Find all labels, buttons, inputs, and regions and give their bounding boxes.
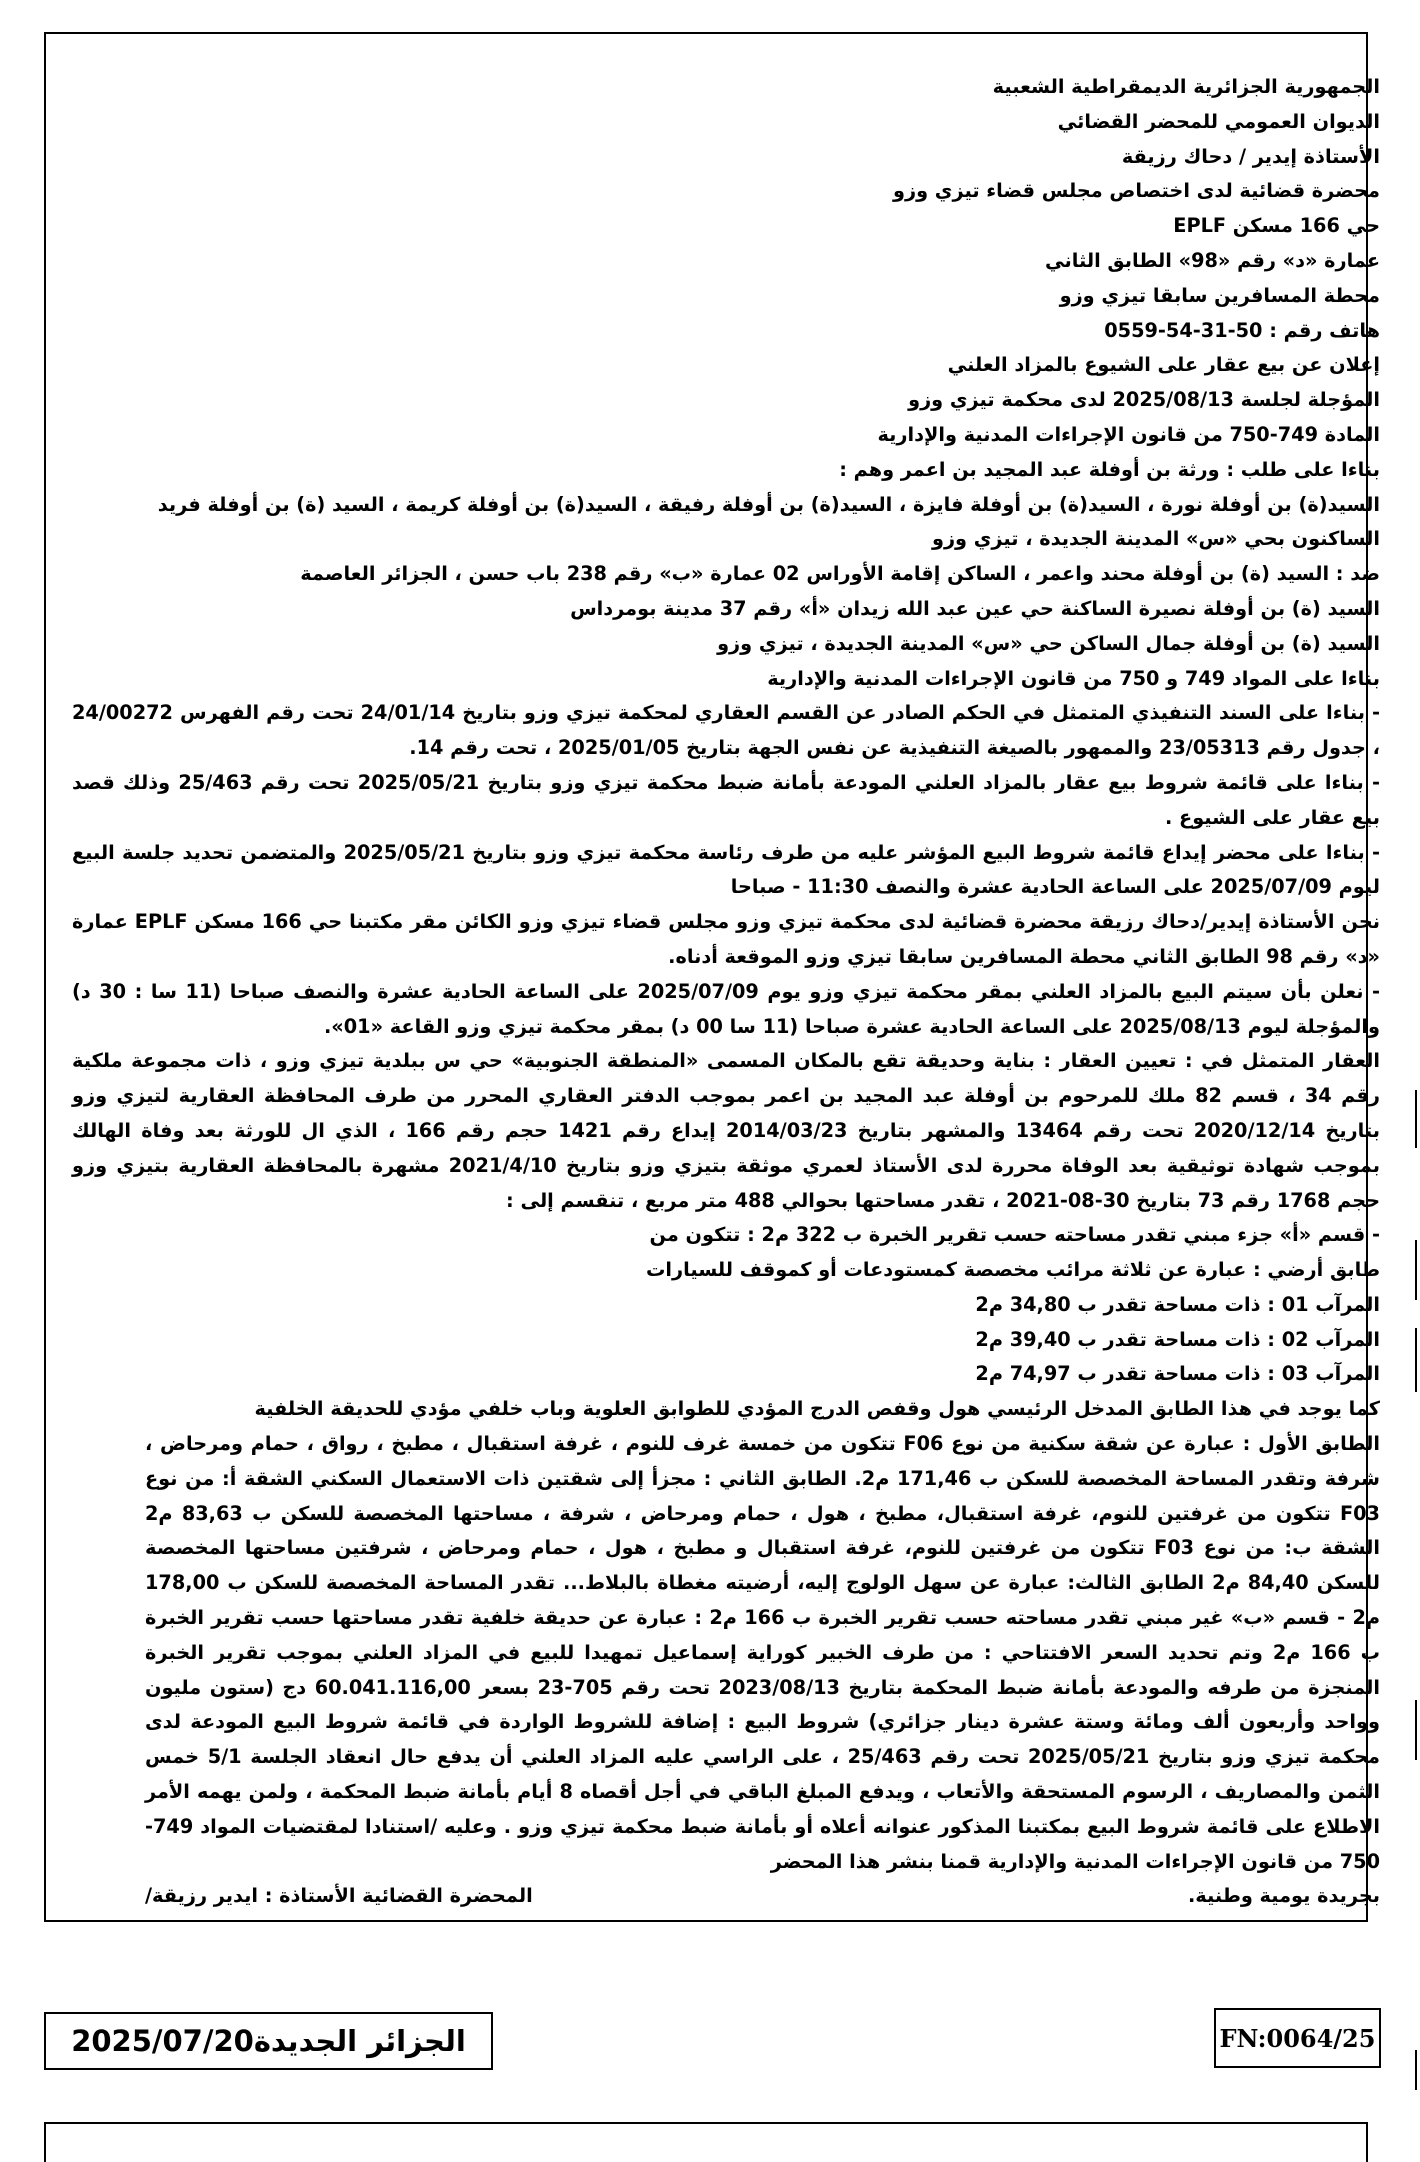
garage-3: المرآب 03 : ذات مساحة تقدر ب 74,97 م2 [975,1362,1380,1386]
file-number: FN:0064/25 [1219,2023,1376,2053]
bailiff-signature: المحضرة القضائية الأستاذة : ايدير رزيقة/ [145,1884,533,1908]
next-announcement-frame [44,2122,1368,2162]
parties-requesters-names: السيد(ة) بن أوفلة نورة ، السيد(ة) بن أوفلة فايزة ، السيد(ة) بن أوفلة رفيقة ، السيد(ة) بن أوفلة كريمة ، السيد (ة) بن أوفلة فريد [157,492,1380,516]
parties-defendant-3: السيد (ة) بن أوفلة جمال الساكن حي «س» المدينة الجديدة ، تيزي وزو [717,631,1380,655]
title-postponed-session: المؤجلة لجلسة 2025/08/13 لدى محكمة تيزي وزو [908,388,1380,412]
title-legal-article: المادة 749-750 من قانون الإجراءات المدنية والإدارية [877,422,1380,446]
closing-line [145,1879,1380,1914]
newspaper-date: الجزائر الجديدة2025/07/20 [71,2024,466,2058]
page-edge-mark [1415,2050,1417,2090]
paragraph-floors-and-price: الطابق الأول : عبارة عن شقة سكنية من نوع F06 تتكون من خمسة غرف للنوم ، غرفة استقبال ، مطبخ ، رواق ، حمام ومرحاض ، شرفة وتقدر المساحة المخصصة للسكن ب 171,46 م2. الطابق الثاني : مجزأ إلى شقتين ذات الاستعمال السكني الشقة أ: من نوع F03 تتكون من غرفتين للنوم، غرفة استقبال، مطبخ ، هول ، حمام ومرحاض ، شرفة ، مساحتها المخصصة للسكن ب 83,63 م2 الشقة ب: من نوع F03 تتكون من غرفتين للنوم، غرفة استقبال و مطبخ ، هول ، حمام ومرحاض ، شرفتين مساحتها المخصصة للسكن 84,40 م2 الطابق الثالث: عبارة عن سهل الولوج إليه، أرضيته مغطاة بالبلاط... تقدر المساحة المخصصة للسكن ب 178,00 م2 - قسم «ب» غير مبني تقدر مساحته حسب تقرير الخبرة ب 166 م2 : عبارة عن حديقة خلفية تقدر مساحتها حسب تقرير الخبرة ب 166 م2 وتم تحديد السعر الافتتاحي : من طرف الخبير كوراية إسماعيل تمهيدا للبيع في المزاد العلني بموجب تقرير الخبرة المنجزة من طرفه والمودعة بأمانة ضبط المحكمة بتاريخ 2023/08/13 تحت رقم 705-23 بسعر 60.041.116,00 دج (ستون مليون وواحد وأربعون ألف ومائة وستة عشرة دينار جزائري) شروط البيع : إضافة للشروط الواردة في قائمة شروط البيع المودعة لدى محكمة تيزي وزو بتاريخ 2025/05/21 تحت رقم 25/463 ، على الراسي عليه المزاد العلني أن يدفع حال انعقاد الجلسة 5/1 خمس الثمن والمصاريف ، الرسوم المستحقة والأتعاب ، ويدفع المبلغ الباقي في أجل أقصاه 8 أيام بأمانة ضبط المحكمة ، ولمن يهمه الأمر الاطلاع على قائمة شروط البيع بمكتبنا المذكور عنوانه أعلاه أو بأمانة ضبط محكمة تيزي وزو . وعليه /استنادا لمقتضيات المواد 749-750 من قانون الإجراءات المدنية والإدارية قمنا بنشر هذا المحضر [145,1432,1381,1873]
header-office: الديوان العمومي للمحضر القضائي [1057,109,1380,133]
parties-requesters: بناءا على طلب : ورثة بن أوفلة عبد المجيد بن اعمر وهم : [839,457,1380,481]
legal-basis: بناءا على المواد 749 و 750 من قانون الإجراءات المدنية والإدارية [767,666,1380,690]
paragraph-sale-conditions: - بناءا على قائمة شروط بيع عقار بالمزاد العلني المودعة بأمانة ضبط محكمة تيزي وزو بتاريخ 2025/05/21 تحت رقم 25/463 وذلك قصد بيع عقار على الشيوع . [72,770,1381,829]
file-number-box [1214,2008,1381,2068]
page-edge-mark [1415,1240,1417,1300]
newspaper-date-box [44,2012,493,2070]
announcement-body [72,70,1380,1914]
paragraph-ground-floor: طابق أرضي : عبارة عن ثلاثة مرائب مخصصة كمستودعات أو كموقف للسيارات [646,1258,1380,1282]
header-bailiff-name: الأستاذة إيدير / دحاك رزيقة [1121,144,1380,168]
page-edge-mark [1415,1328,1417,1392]
paragraph-ground-floor-extra: كما يوجد في هذا الطابق المدخل الرئيسي هول وقفص الدرج المؤدي للطوابق العلوية وباب خلفي مؤدي للحديقة الخلفية [254,1397,1380,1421]
paragraph-sale-date: - نعلن بأن سيتم البيع بالمزاد العلني بمقر محكمة تيزي وزو يوم 2025/07/09 على الساعة الحادية عشرة والنصف صباحا (11 سا : 30 د) والمؤجلة ليوم 2025/08/13 على الساعة الحادية عشرة صباحا (11 سا 00 د) بمقر محكمة تيزي وزو القاعة «01». [72,979,1380,1038]
paragraph-enforcement-title: - بناءا على السند التنفيذي المتمثل في الحكم الصادر عن القسم العقاري لمحكمة تيزي وزو بتاريخ 24/01/14 تحت رقم الفهرس 24/00272 ، جدول رقم 23/05313 والممهور بالصيغة التنفيذية عن نفس الجهة بتاريخ 2025/01/05 ، تحت رقم 14. [72,701,1380,760]
header-republic: الجمهورية الجزائرية الديمقراطية الشعبية [992,75,1380,98]
parties-defendant-1: ضد : السيد (ة) بن أوفلة محند واعمر ، الساكن إقامة الأوراس 02 عمارة «ب» رقم 238 باب حسن ، الجزائر العاصمة [300,562,1380,586]
paragraph-deposit-record: - بناءا على محضر إيداع قائمة شروط البيع المؤشر عليه من طرف رئاسة محكمة تيزي وزو بتاريخ 2025/05/21 والمتضمن تحديد جلسة البيع ليوم 2025/07/09 على الساعة الحادية عشرة والنصف 11:30 - صباحا [72,840,1380,899]
paragraph-bailiff-statement: نحن الأستاذة إيدير/دحاك رزيقة محضرة قضائية لدى محكمة تيزي وزو مجلس قضاء تيزي وزو الكائن مقر مكتبنا حي 166 مسكن EPLF عمارة «د» رقم 98 الطابق الثاني محطة المسافرين سابقا تيزي وزو الموقعة أدناه. [72,910,1380,968]
parties-requesters-address: الساكنون بحي «س» المدينة الجديدة ، تيزي وزو [931,527,1380,551]
paragraph-section-a: - قسم «أ» جزء مبني تقدر مساحته حسب تقرير الخبرة ب 322 م2 : تتكون من [649,1223,1380,1247]
page-edge-mark [1415,1700,1417,1760]
garage-1: المرآب 01 : ذات مساحة تقدر ب 34,80 م2 [975,1292,1380,1316]
page-edge-mark [1415,1090,1417,1148]
garage-2: المرآب 02 : ذات مساحة تقدر ب 39,40 م2 [975,1327,1380,1351]
title-sale-announcement: إعلان عن بيع عقار على الشيوع بالمزاد العلني [947,353,1380,377]
header-phone: هاتف رقم : 50-31-54-0559 [1104,318,1380,342]
header-address-1: حي 166 مسكن EPLF [1173,214,1380,238]
header-jurisdiction: محضرة قضائية لدى اختصاص مجلس قضاء تيزي وزو [893,179,1380,203]
parties-defendant-2: السيد (ة) بن أوفلة نصيرة الساكنة حي عين عبد الله زيدان «أ» رقم 37 مدينة بومرداس [570,596,1380,620]
header-address-3: محطة المسافرين سابقا تيزي وزو [1059,283,1380,307]
paragraph-property-description: العقار المتمثل في : تعيين العقار : بناية وحديقة تقع بالمكان المسمى «المنطقة الجنوبية» حي س ببلدية تيزي وزو ، ذات مجموعة ملكية رقم 34 ، قسم 82 ملك للمرحوم بن أوفلة عبد المجيد بن اعمر بموجب الدفتر العقاري المحرر من طرف المحافظة العقارية لتيزي وزو بتاريخ 2020/12/14 تحت رقم 13464 والمشهر بتاريخ 2014/03/23 إيداع رقم 1421 حجم رقم 166 ، الذي ال للورثة بعد وفاة الهالك بموجب شهادة توثيقية بعد الوفاة محررة لدى الأستاذ لعمري موثقة بتيزي وزو بتاريخ 2021/4/10 مشهرة بالمحافظة العقارية بتيزي وزو حجم 1768 رقم 73 بتاريخ 30-08-2021 ، تقدر مساحتها بحوالي 488 متر مربع ، تنقسم إلى : [72,1049,1381,1212]
publication-note: بجريدة يومية وطنية. [1187,1884,1380,1908]
header-address-2: عمارة «د» رقم «98» الطابق الثاني [1045,248,1380,272]
